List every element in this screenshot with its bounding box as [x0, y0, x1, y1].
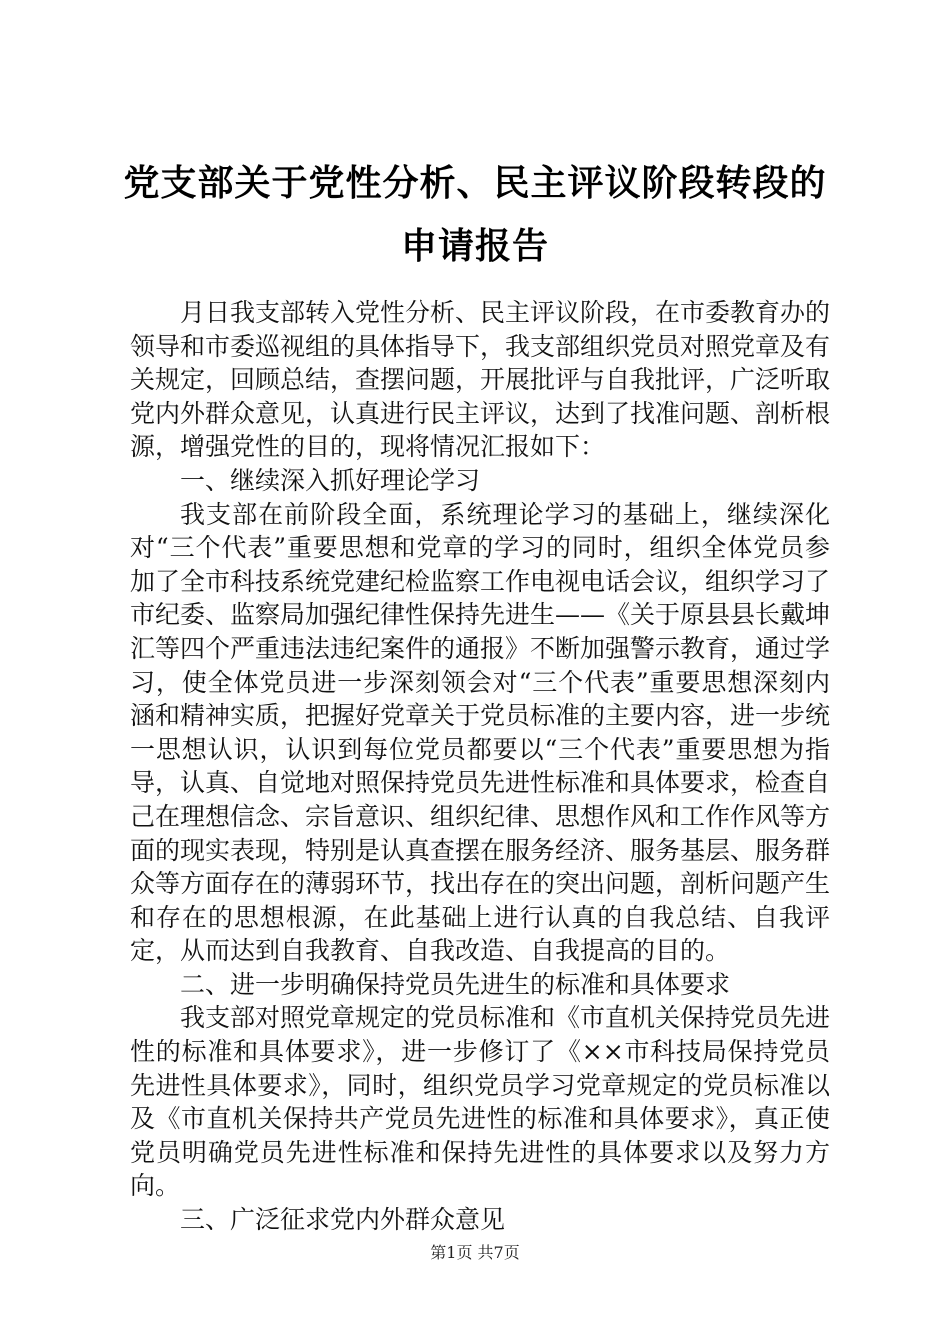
intro-paragraph: 月日我支部转入党性分析、民主评议阶段，在市委教育办的领导和市委巡视组的具体指导下，我支部组织党员对照党章及有关规定，回顾总结，查摆问题，开展批评与自我批评，广泛听取党内外群众意见，认真进行民主评议，达到了找准问题、剖析根源，增强党性的目的，现将情况汇报如下：	[130, 298, 831, 462]
document-body	[130, 296, 830, 1237]
document-title: 党支部关于党性分析、民主评议阶段转段的申请报告	[123, 163, 827, 267]
section-heading-3: 三、广泛征求党内外群众意见	[180, 1205, 506, 1235]
section-1-paragraph: 我支部在前阶段全面，系统理论学习的基础上，继续深化对“三个代表”重要思想和党章的学习的同时，组织全体党员参加了全市科技系统党建纪检监察工作电视电话会议，组织学习了市纪委、监察局加强纪律性保持先进生——《关于原县县长戴坤汇等四个严重违法违纪案件的通报》不断加强警示教育，通过学习，使全体党员进一步深刻领会对“三个代表”重要思想深刻内涵和精神实质，把握好党章关于党员标准的主要内容，进一步统一思想认识，认识到每位党员都要以“三个代表”重要思想为指导，认真、自觉地对照保持党员先进性标准和具体要求，检查自己在理想信念、宗旨意识、组织纪律、思想作风和工作作风等方面的现实表现，特别是认真查摆在服务经济、服务基层、服务群众等方面存在的薄弱环节，找出存在的突出问题，剖析问题产生和存在的思想根源，在此基础上进行认真的自我总结、自我评定，从而达到自我教育、自我改造、自我提高的目的。	[130, 499, 831, 966]
section-heading-1: 一、继续深入抓好理论学习	[180, 465, 481, 495]
page-number-footer: 第1页 共7页	[430, 1243, 520, 1262]
section-heading-2: 二、进一步明确保持党员先进生的标准和具体要求	[180, 969, 731, 999]
section-2-paragraph: 我支部对照党章规定的党员标准和《市直机关保持党员先进性的标准和具体要求》，进一步修订了《××市科技局保持党员先进性具体要求》，同时，组织党员学习党章规定的党员标准以及《市直机关保持共产党员先进性的标准和具体要求》，真正使党员明确党员先进性标准和保持先进性的具体要求以及努力方向。	[130, 1003, 831, 1201]
